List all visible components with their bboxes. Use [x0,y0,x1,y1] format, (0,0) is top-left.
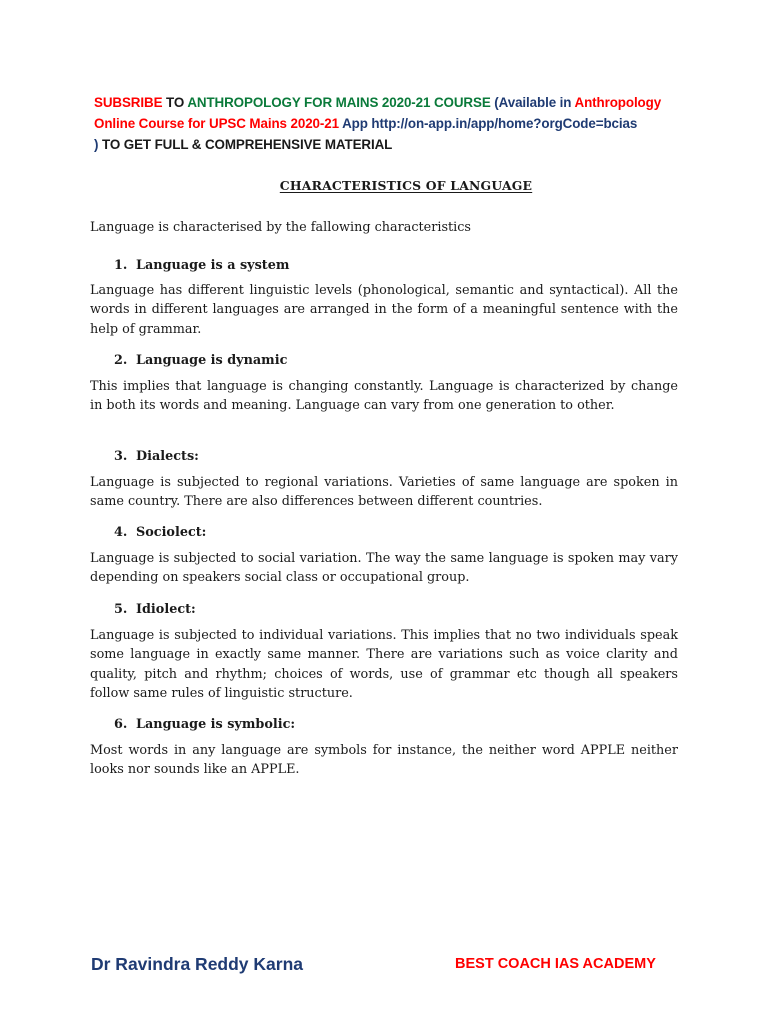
banner-line-1 [94,92,694,113]
section-body-3: Language is subjected to regional variations. Varieties of same language are spoken in same country. There are also differences between different countries. [90,475,678,510]
section-heading-2 [114,353,287,368]
document-title-row [0,178,768,193]
footer-author: Dr Ravindra Reddy Karna [91,954,304,974]
banner-anthropology: Anthropology [574,95,662,110]
section-body-5: Language is subjected to individual variations. This implies that no two individuals speak some language in exactly same manner. There are variations such as voice clarity and quality, pitch and rhythm; choices of words, use of grammar etc though all speakers follow same rules of linguistic structure. [90,628,678,701]
section-heading-4 [114,525,206,540]
section-heading-5 [114,602,196,617]
section-number: 3. [114,449,128,464]
section-number: 2. [114,353,128,368]
section-heading-text: Language is a system [136,258,290,273]
banner-course: ANTHROPOLOGY FOR MAINS 2020-21 COURSE [187,95,491,110]
section-heading-6 [114,717,295,732]
section-heading-text: Idiolect: [136,602,196,617]
banner-line-2 [94,113,694,134]
intro-text: Language is characterised by the fallowing characteristics [90,220,472,235]
banner-full-material: TO GET FULL & COMPREHENSIVE MATERIAL [98,137,393,152]
section-heading-text: Language is symbolic: [136,717,296,732]
section-body-6: Most words in any language are symbols for instance, the neither word APPLE neither looks nor sounds like an APPLE. [90,743,678,778]
section-heading-1 [114,258,289,273]
section-body-4: Language is subjected to social variation. The way the same language is spoken may vary depending on speakers social class or occupational group. [90,551,678,586]
banner-line-3 [94,134,694,155]
banner-paren: ) [94,137,99,152]
banner-app-link[interactable]: App http://on-app.in/app/home?orgCode=bcias [338,116,638,131]
section-number: 5. [114,602,128,617]
banner-to: TO [162,95,188,110]
section-number: 6. [114,717,128,732]
section-heading-text: Dialects: [136,449,199,464]
document-title: CHARACTERISTICS OF LANGUAGE [279,178,533,193]
section-heading-text: Sociolect: [136,525,207,540]
section-number: 1. [114,258,128,273]
footer-academy: BEST COACH IAS ACADEMY [455,956,656,972]
section-body-1: Language has different linguistic levels (phonological, semantic and syntactical). All the words in different languages are arranged in the form of a meaningful sentence with the help of grammar. [90,283,678,337]
banner-online-course: Online Course for UPSC Mains 2020-21 [94,116,339,131]
banner-available: (Available in [490,95,575,110]
section-body-2: This implies that language is changing constantly. Language is characterized by change in both its words and meaning. Language can vary from one generation to other. [90,379,678,414]
banner-subscribe: SUBSRIBE [94,95,163,110]
section-heading-text: Language is dynamic [136,353,288,368]
section-number: 4. [114,525,128,540]
promo-banner [94,92,694,155]
section-heading-3 [114,449,199,464]
